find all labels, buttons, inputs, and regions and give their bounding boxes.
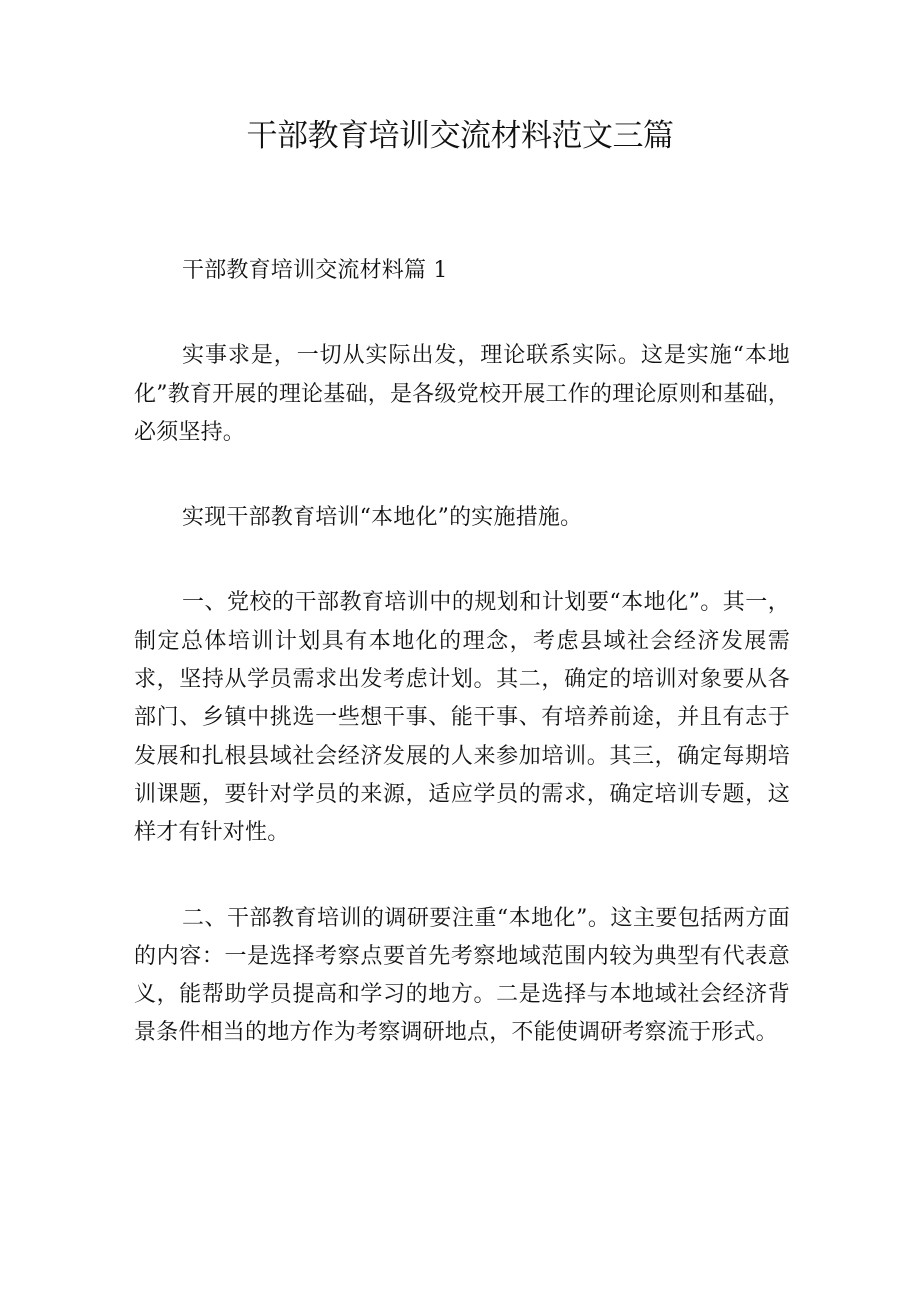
document-title: 干部教育培训交流材料范文三篇 xyxy=(246,118,674,154)
paragraph: 二、干部教育培训的调研要注重“本地化”。这主要包括两方面的内容：一是选择考察点要首先考察地域范围内较为典型有代表意义，能帮助学员提高和学习的地方。二是选择与本地域社会经济背景条件相当的地方作为考察调研地点，不能使调研考察流于形式。 xyxy=(134,905,790,1046)
paragraph: 一、党校的干部教育培训中的规划和计划要“本地化”。其一，制定总体培训计划具有本地化的理念，考虑县域社会经济发展需求，坚持从学员需求出发考虑计划。其二，确定的培训对象要从各部门、乡镇中挑选一些想干事、能干事、有培养前途，并且有志于发展和扎根县域社会经济发展的人来参加培训。其三，确定每期培训课题，要针对学员的来源，适应学员的需求，确定培训专题，这样才有针对性。 xyxy=(134,590,790,846)
paragraph: 实现干部教育培训“本地化”的实施措施。 xyxy=(182,505,583,531)
section-heading: 干部教育培训交流材料篇 1 xyxy=(182,258,448,283)
paragraph: 实事求是，一切从实际出发，理论联系实际。这是实施“本地化”教育开展的理论基础，是各级党校开展工作的理论原则和基础，必须坚持。 xyxy=(134,343,790,445)
document-body xyxy=(134,252,790,1053)
